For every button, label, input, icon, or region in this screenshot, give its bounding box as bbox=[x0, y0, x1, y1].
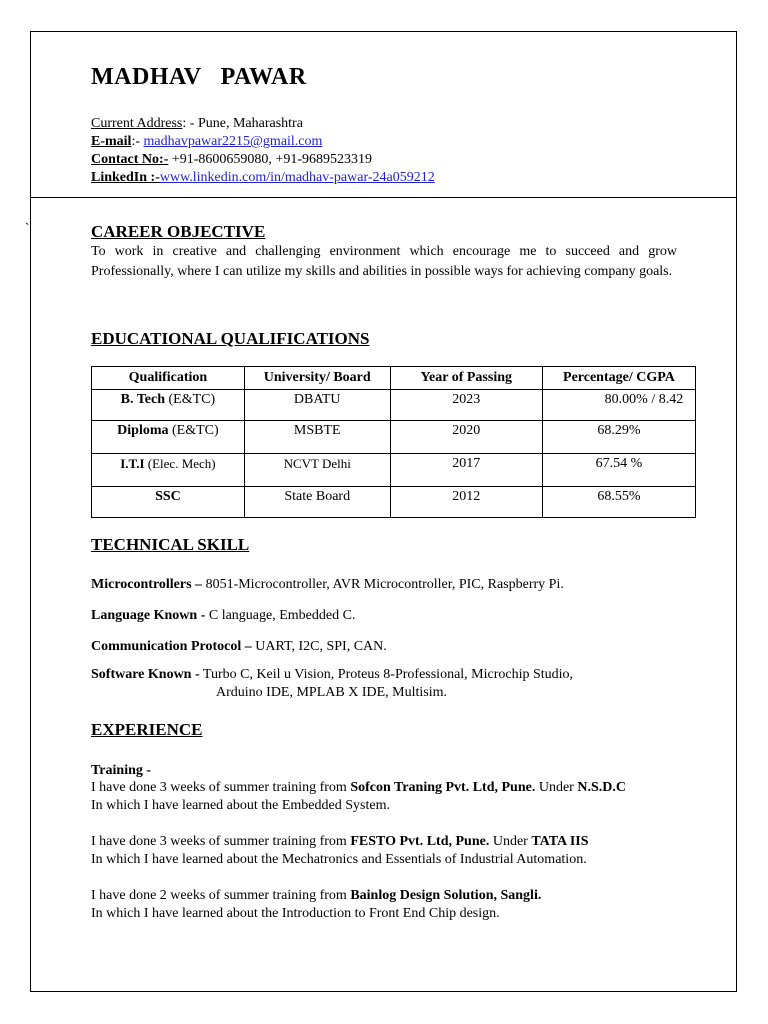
percentage-value: 68.55% bbox=[597, 489, 641, 504]
qualification-branch: (E&TC) bbox=[168, 423, 219, 438]
education-table bbox=[91, 366, 696, 518]
training-entry-3 bbox=[91, 887, 677, 923]
qualification-name: I.T.I bbox=[120, 456, 145, 471]
year-value: 2023 bbox=[452, 392, 481, 407]
qualification-cell bbox=[92, 421, 245, 454]
training-company: FESTO Pvt. Ltd, Pune. bbox=[350, 834, 490, 849]
year-cell bbox=[390, 454, 542, 487]
qualification-branch: (Elec. Mech) bbox=[144, 456, 216, 471]
board-value: MSBTE bbox=[293, 423, 341, 438]
qualification-branch: (E&TC) bbox=[165, 392, 216, 407]
skill-label: Software Known - bbox=[91, 667, 200, 682]
training-body: N.S.D.C bbox=[577, 780, 626, 795]
board-cell bbox=[244, 487, 390, 518]
year-value: 2017 bbox=[452, 456, 481, 471]
board-cell bbox=[244, 390, 390, 421]
training-text: I have done 3 weeks of summer training from bbox=[91, 780, 351, 795]
skill-label: Microcontrollers – bbox=[91, 577, 203, 592]
skill-value: Turbo C, Keil u Vision, Proteus 8-Professional, Microchip Studio, bbox=[199, 667, 574, 682]
contact-line bbox=[91, 151, 372, 169]
training-entry-1 bbox=[91, 779, 677, 815]
percentage-value: 68.29% bbox=[597, 423, 641, 438]
technical-skill-heading: TECHNICAL SKILL bbox=[91, 535, 250, 554]
training-description: In which I have learned about the Introduction to Front End Chip design. bbox=[91, 906, 500, 921]
email-link[interactable]: madhavpawar2215@gmail.com bbox=[143, 134, 323, 149]
email-sep: :- bbox=[131, 134, 144, 149]
email-label: E-mail bbox=[91, 134, 132, 149]
career-objective-text: To work in creative and challenging environment which encourage me to succeed and grow Professionally, where I can utilize my skills and abilities in possible ways for achieving company goals. bbox=[91, 244, 677, 279]
qualification-cell bbox=[92, 390, 245, 421]
contact-label: Contact No:- bbox=[91, 152, 169, 167]
year-cell bbox=[390, 390, 542, 421]
col-year: Year of Passing bbox=[390, 367, 542, 390]
year-cell bbox=[390, 487, 542, 518]
address-line bbox=[91, 115, 303, 133]
qualification-name: B. Tech bbox=[120, 392, 166, 407]
skill-microcontrollers bbox=[91, 576, 564, 594]
board-value: DBATU bbox=[293, 392, 341, 407]
board-cell bbox=[244, 454, 390, 487]
table-row bbox=[92, 390, 696, 421]
year-value: 2020 bbox=[452, 423, 481, 438]
table-row bbox=[92, 454, 696, 487]
board-value: NCVT Delhi bbox=[283, 456, 351, 471]
candidate-name: MADHAV PAWAR bbox=[91, 64, 307, 90]
table-row bbox=[92, 487, 696, 518]
training-label bbox=[91, 762, 151, 780]
address-label: Current Address bbox=[91, 116, 183, 131]
stray-mark: ` bbox=[25, 220, 30, 235]
skill-value: 8051-Microcontroller, AVR Microcontroller, PIC, Raspberry Pi. bbox=[202, 577, 564, 592]
experience-heading: EXPERIENCE bbox=[91, 720, 203, 739]
col-qualification: Qualification bbox=[92, 367, 245, 390]
linkedin-line bbox=[91, 169, 435, 187]
linkedin-label: LinkedIn :- bbox=[91, 170, 160, 185]
percentage-cell bbox=[542, 421, 695, 454]
skill-value: C language, Embedded C. bbox=[205, 608, 356, 623]
email-line bbox=[91, 133, 322, 151]
career-objective-heading: CAREER OBJECTIVE bbox=[91, 222, 266, 241]
training-description: In which I have learned about the Mechatronics and Essentials of Industrial Automation. bbox=[91, 852, 587, 867]
skill-label: Language Known - bbox=[91, 608, 206, 623]
training-label-text: Training - bbox=[91, 763, 152, 778]
header-divider bbox=[30, 197, 737, 198]
skill-value: UART, I2C, SPI, CAN. bbox=[251, 639, 387, 654]
percentage-cell bbox=[542, 487, 695, 518]
education-heading: EDUCATIONAL QUALIFICATIONS bbox=[91, 329, 370, 348]
training-text: I have done 3 weeks of summer training from bbox=[91, 834, 351, 849]
qualification-name: Diploma bbox=[117, 423, 169, 438]
training-company: Sofcon Traning Pvt. Ltd, Pune. bbox=[350, 780, 536, 795]
training-entry-2 bbox=[91, 833, 677, 869]
table-row bbox=[92, 421, 696, 454]
percentage-value: 80.00% / 8.42 bbox=[604, 392, 684, 407]
training-text: Under bbox=[535, 780, 578, 795]
skill-software bbox=[91, 666, 573, 684]
skill-communication bbox=[91, 638, 387, 656]
table-header-row bbox=[92, 367, 696, 390]
percentage-cell bbox=[542, 454, 695, 487]
year-cell bbox=[390, 421, 542, 454]
percentage-cell bbox=[542, 390, 695, 421]
col-university: University/ Board bbox=[244, 367, 390, 390]
qualification-name: SSC bbox=[155, 489, 181, 504]
linkedin-link[interactable]: www.linkedin.com/in/madhav-pawar-24a059212 bbox=[159, 170, 435, 185]
col-percentage: Percentage/ CGPA bbox=[542, 367, 695, 390]
address-value: : - Pune, Maharashtra bbox=[182, 116, 303, 131]
percentage-value: 67.54 % bbox=[595, 456, 643, 471]
contact-value: +91-8600659080, +91-9689523319 bbox=[168, 152, 372, 167]
skill-software-continued: Arduino IDE, MPLAB X IDE, Multisim. bbox=[216, 685, 447, 700]
board-value: State Board bbox=[284, 489, 351, 504]
skill-language bbox=[91, 607, 355, 625]
training-text: Under bbox=[489, 834, 532, 849]
training-text: I have done 2 weeks of summer training from bbox=[91, 888, 351, 903]
board-cell bbox=[244, 421, 390, 454]
training-company: Bainlog Design Solution, Sangli. bbox=[350, 888, 542, 903]
training-description: In which I have learned about the Embedded System. bbox=[91, 798, 390, 813]
year-value: 2012 bbox=[452, 489, 481, 504]
training-body: TATA IIS bbox=[531, 834, 589, 849]
skill-label: Communication Protocol – bbox=[91, 639, 252, 654]
qualification-cell bbox=[92, 454, 245, 487]
qualification-cell bbox=[92, 487, 245, 518]
